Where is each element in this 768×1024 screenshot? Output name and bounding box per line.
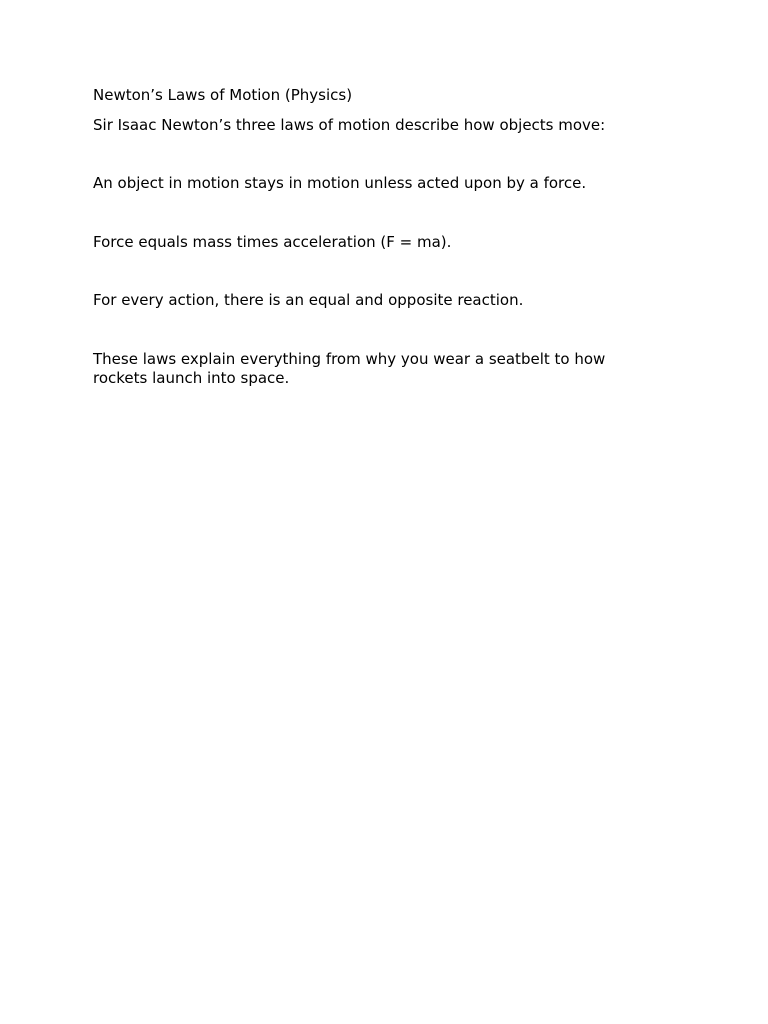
document-title: Newton’s Laws of Motion (Physics)	[93, 86, 353, 104]
law-paragraph-second: Force equals mass times acceleration (F = ma).	[93, 233, 452, 251]
conclusion-paragraph: These laws explain everything from why you wear a seatbelt to how rockets launch into space.	[93, 350, 606, 387]
intro-paragraph: Sir Isaac Newton’s three laws of motion describe how objects move:	[93, 116, 606, 134]
law-paragraph-third: For every action, there is an equal and opposite reaction.	[93, 291, 524, 309]
law-paragraph-first: An object in motion stays in motion unless acted upon by a force.	[93, 174, 587, 192]
